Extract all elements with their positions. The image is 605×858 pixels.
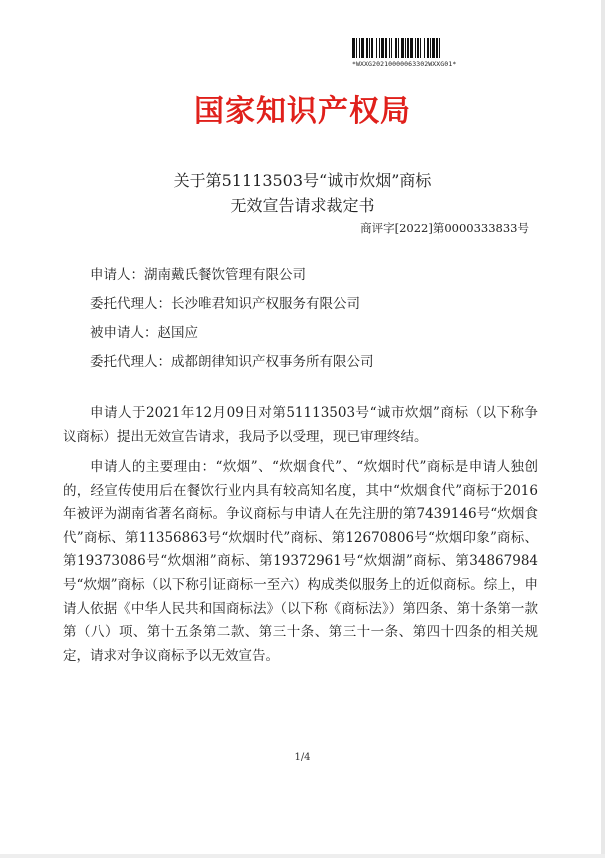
page-number: 1/4 [294,752,311,763]
party-respondent-agent: 委托代理人：成都朗律知识产权事务所有限公司 [90,354,374,370]
party-applicant: 申请人：湖南戴氏餐饮管理有限公司 [90,267,306,283]
party-respondent: 被申请人：赵国应 [90,325,198,341]
barcode-text: *WXXG20210000063302WXXG01* [352,60,457,68]
barcode-bars [352,38,516,58]
page-edge-right [601,0,605,858]
decision-title-line1: 关于第51113503号“诚市炊烟”商标 [173,171,432,190]
party-applicant-agent: 委托代理人：长沙唯君知识产权服务有限公司 [90,296,360,312]
office-name-heading: 国家知识产权局 [194,94,411,129]
body-paragraph-1: 申请人于2021年12月09日对第51113503号“诚市炊烟”商标（以下称争议商标）提出无效宣告请求，我局予以受理，现已审理终结。 [63,405,538,445]
document-number: 商评字[2022]第0000333833号 [360,221,529,235]
page-edge-bottom [0,854,605,858]
barcode-bar [440,38,442,58]
decision-title-line2: 无效宣告请求裁定书 [230,196,375,215]
body-paragraph-2: 申请人的主要理由：“炊烟”、“炊烟食代”、“炊烟时代”商标是申请人独创的，经宣传使用后在餐饮行业内具有较高知名度，其中“炊烟食代”商标于2016年被评为湖南省著名商标。争议商标与申请人在先注册的第7439146号“炊烟食代”商标、第11356863号“炊烟时代”商标、第12670806号“炊烟印象”商标、第19373086号“炊烟湘”商标、第19372961号“炊烟湖”商标、第34867984号“炊烟”商标（以下称引证商标一至六）构成类似服务上的近似商标。综上，申请人依据《中华人民共和国商标法》（以下称《商标法》）第四条、第十条第一款第（八）项、第十五条第二款、第三十条、第三十一条、第四十四条的相关规定，请求对争议商标予以无效宣告。 [63,459,538,664]
barcode [352,38,516,68]
